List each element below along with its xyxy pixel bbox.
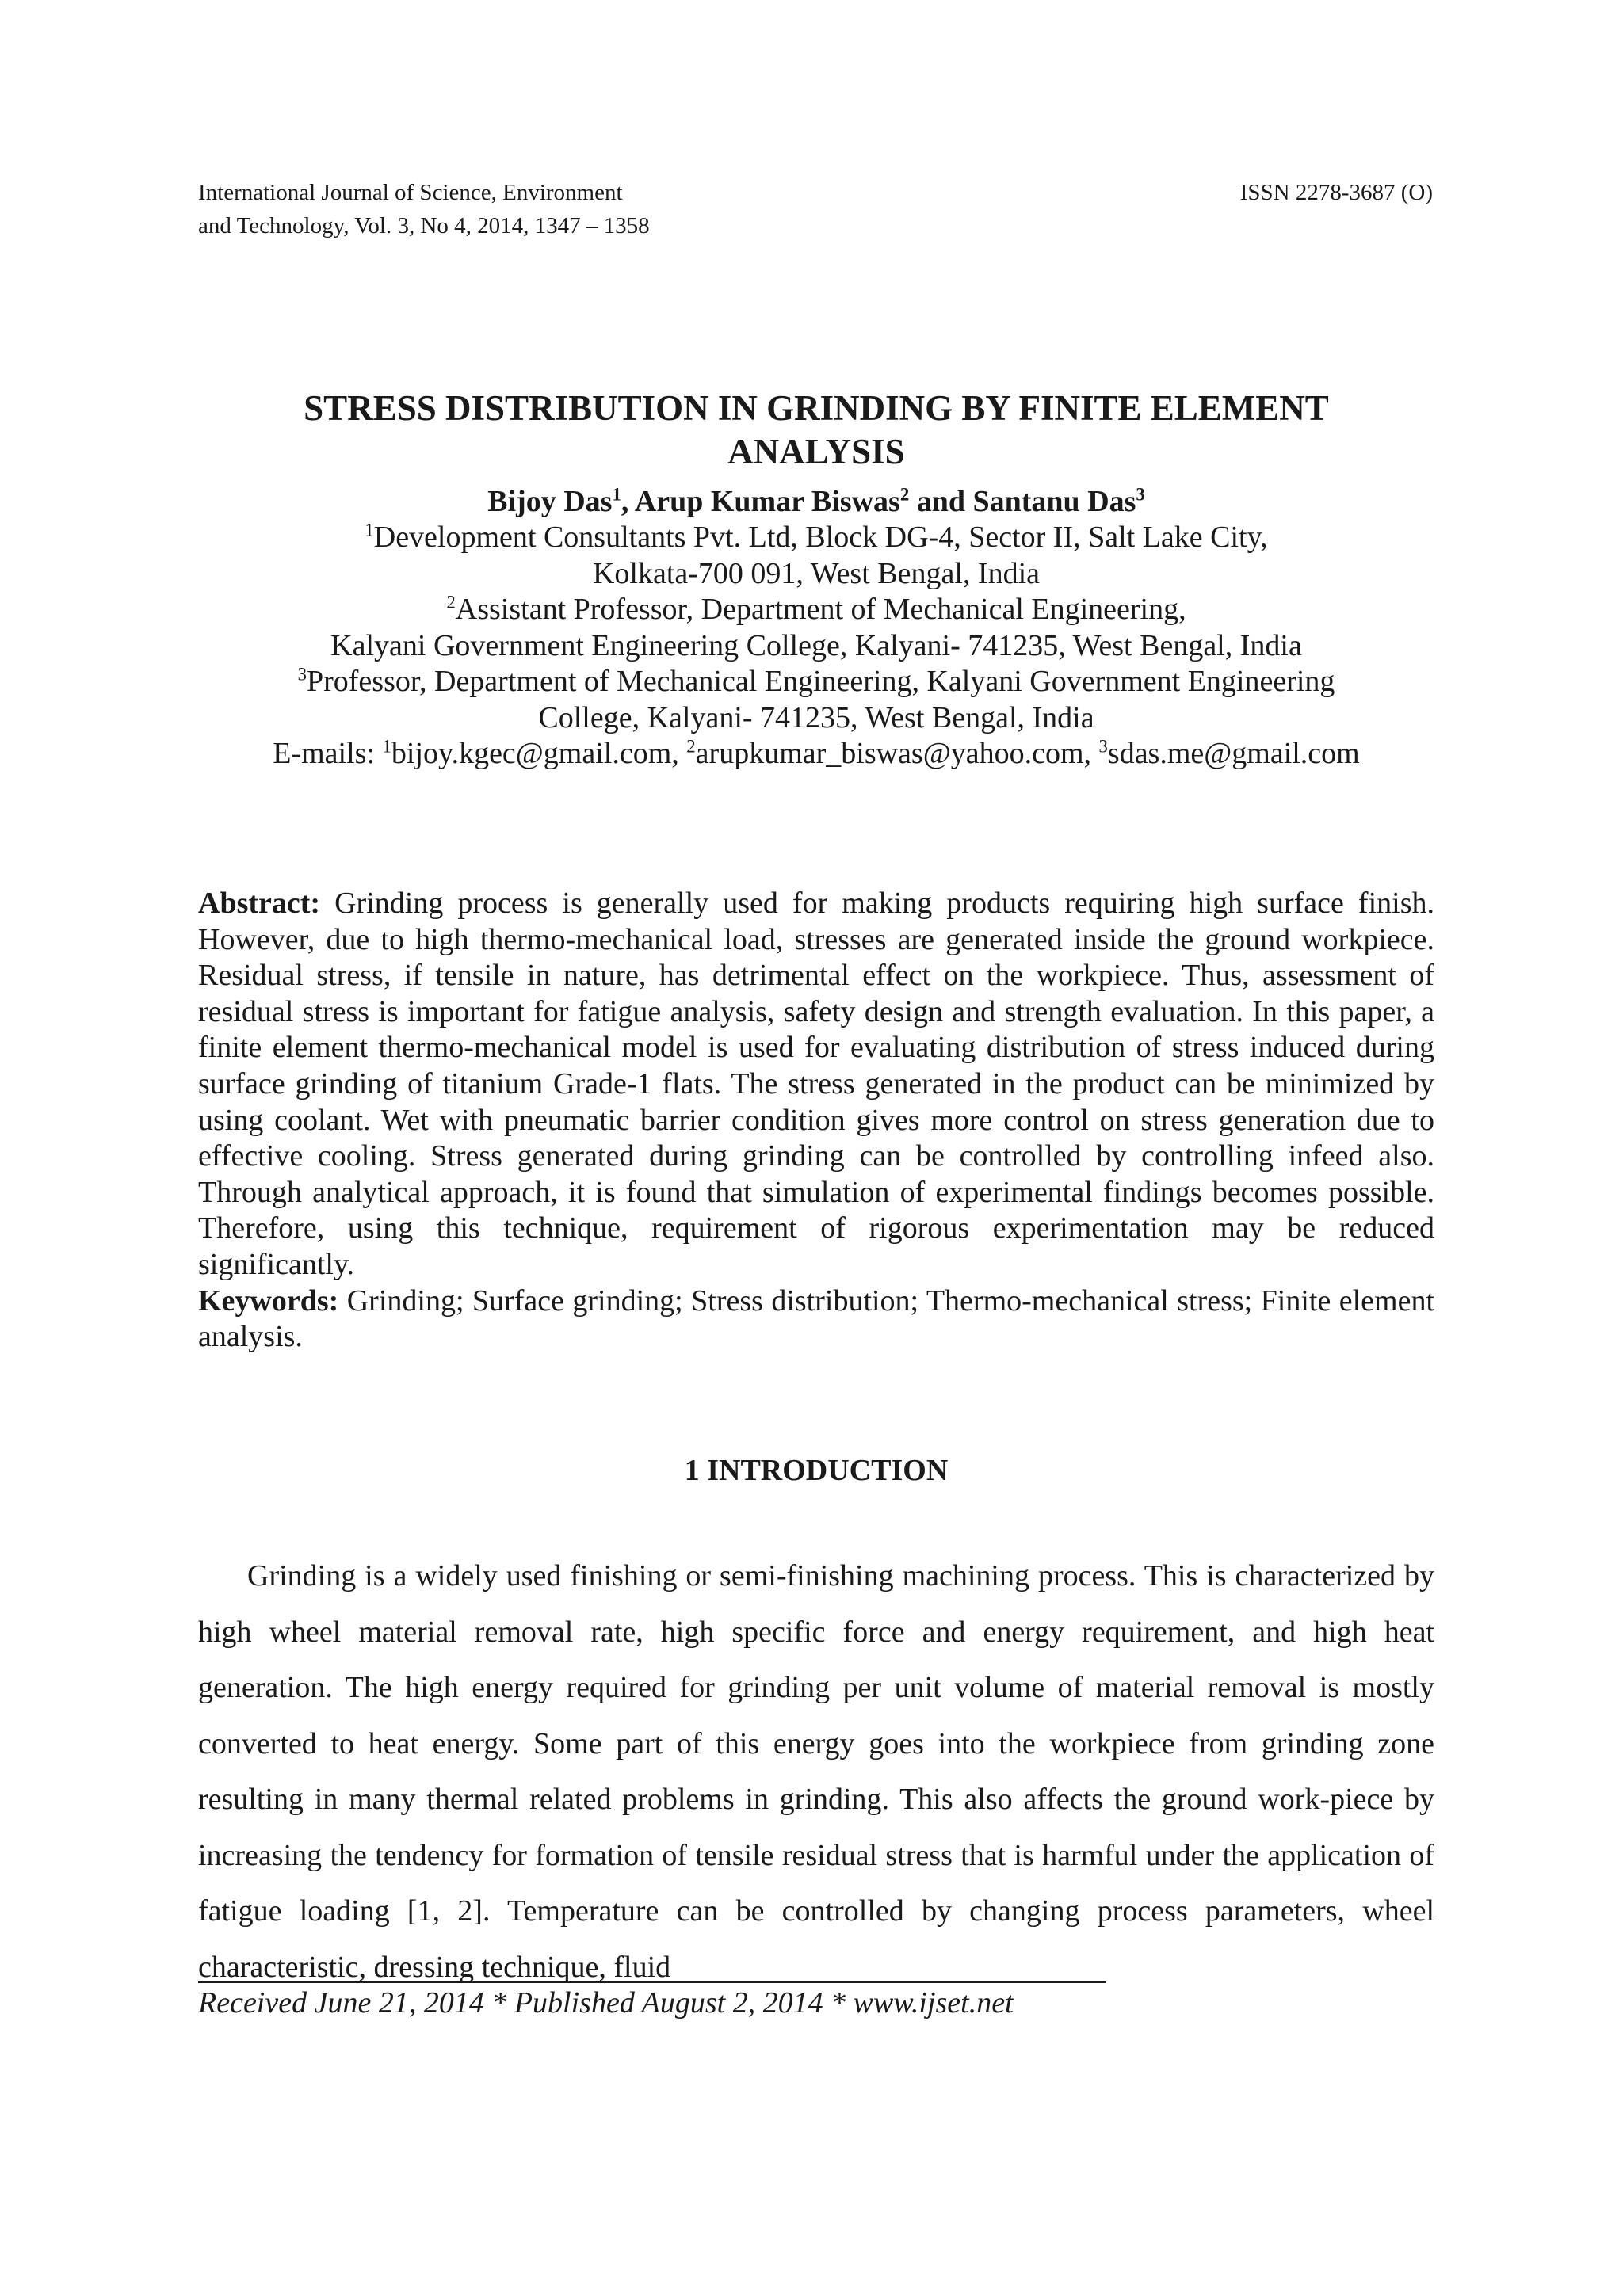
issn-label: ISSN 2278-3687 (O) [1239, 180, 1433, 205]
keywords-label: Keywords: [198, 1283, 339, 1318]
affiliation-1 [198, 520, 1434, 556]
paper-title [198, 387, 1434, 474]
journal-name-line2: and Technology, Vol. 3, No 4, 2014, 1347 – 1358 [198, 213, 650, 238]
email-address: sdas.me@gmail.com [1107, 737, 1360, 770]
keywords-text: Grinding; Surface grinding; Stress distribution; Thermo-mechanical stress; Finite element analysis. [198, 1283, 1434, 1354]
introduction-paragraph: Grinding is a widely used finishing or semi-finishing machining process. This is characterized by high wheel material removal rate, high specific force and energy requirement, and high heat generation. The high energy required for grinding per unit volume of material removal is mostly converted to heat energy. Some part of this energy goes into the workpiece from grinding zone resulting in many thermal related problems in grinding. This also affects the ground work-piece by increasing the tendency for formation of tensile residual stress that is harmful under the application of fatigue loading [1, 2]. Temperature can be controlled by changing process parameters, wheel characteristic, dressing technique, fluid [198, 1559, 1434, 1984]
paper-title-line2: ANALYSIS [727, 432, 905, 471]
affiliation-text: College, Kalyani- 741235, West Bengal, India [538, 700, 1094, 734]
journal-header [198, 176, 650, 242]
affiliation-text: Kalyani Government Engineering College, Kalyani- 741235, West Bengal, India [330, 628, 1302, 662]
author-name: Bijoy Das [487, 485, 613, 518]
email-address: bijoy.kgec@gmail.com, [391, 737, 687, 770]
abstract-section [198, 886, 1434, 1356]
author-list [198, 483, 1434, 520]
paper-title-line1: STRESS DISTRIBUTION IN GRINDING BY FINITE ELEMENT [304, 388, 1329, 428]
email-mark: 3 [1098, 736, 1108, 757]
affiliation-2 [198, 592, 1434, 628]
author-name: Arup Kumar Biswas [634, 485, 900, 518]
affiliation-mark: 1 [365, 520, 374, 540]
publication-footer: Received June 21, 2014 * Published August 2, 2014 * www.ijset.net [198, 1986, 1014, 2019]
author-affiliation-mark: 3 [1136, 484, 1145, 505]
emails-label: E-mails: [273, 737, 383, 770]
affiliation-mark: 3 [297, 664, 307, 685]
abstract-text: Grinding process is generally used for making products requiring high surface finish. However, due to high thermo-mechanical load, stresses are generated inside the ground workpiece. Residual stress, if tensile in nature, has detrimental effect on the workpiece. Thus, assessment of residual stress is important for fatigue analysis, safety design and strength evaluation. In this paper, a finite element thermo-mechanical model is used for evaluating distribution of stress induced during surface grinding of titanium Grade-1 flats. The stress generated in the product can be minimized by using coolant. Wet with pneumatic barrier condition gives more control on stress generation due to effective cooling. Stress generated during grinding can be controlled by controlling infeed also. Through analytical approach, it is found that simulation of experimental findings becomes possible. Therefore, using this technique, requirement of rigorous experimentation may be reduced significantly. [198, 887, 1434, 1281]
affiliation-text: Kolkata-700 091, West Bengal, India [592, 556, 1040, 590]
keywords-paragraph [198, 1283, 1434, 1356]
affiliation-block [198, 520, 1434, 772]
affiliation-mark: 2 [446, 592, 456, 612]
affiliation-text: Development Consultants Pvt. Ltd, Block DG-4, Sector II, Salt Lake City, [373, 521, 1268, 554]
abstract-paragraph [198, 886, 1434, 1283]
email-mark: 2 [686, 736, 696, 757]
author-affiliation-mark: 1 [612, 484, 621, 505]
affiliation-3 [198, 664, 1434, 700]
affiliation-text: Professor, Department of Mechanical Engineering, Kalyani Government Engineering [306, 665, 1335, 698]
journal-name-line1: International Journal of Science, Environment [198, 180, 623, 205]
author-name: Santanu Das [972, 485, 1136, 518]
email-mark: 1 [382, 736, 391, 757]
affiliation-text: Assistant Professor, Department of Mechanical Engineering, [455, 593, 1186, 626]
author-affiliation-mark: 2 [899, 484, 910, 505]
email-line [198, 736, 1434, 772]
author-separator: , [621, 485, 635, 518]
abstract-label: Abstract: [198, 887, 321, 920]
author-separator: and [909, 485, 973, 518]
section-heading-introduction: 1 INTRODUCTION [684, 1454, 949, 1487]
email-address: arupkumar_biswas@yahoo.com, [695, 737, 1099, 770]
footer-divider [198, 1981, 1106, 1983]
